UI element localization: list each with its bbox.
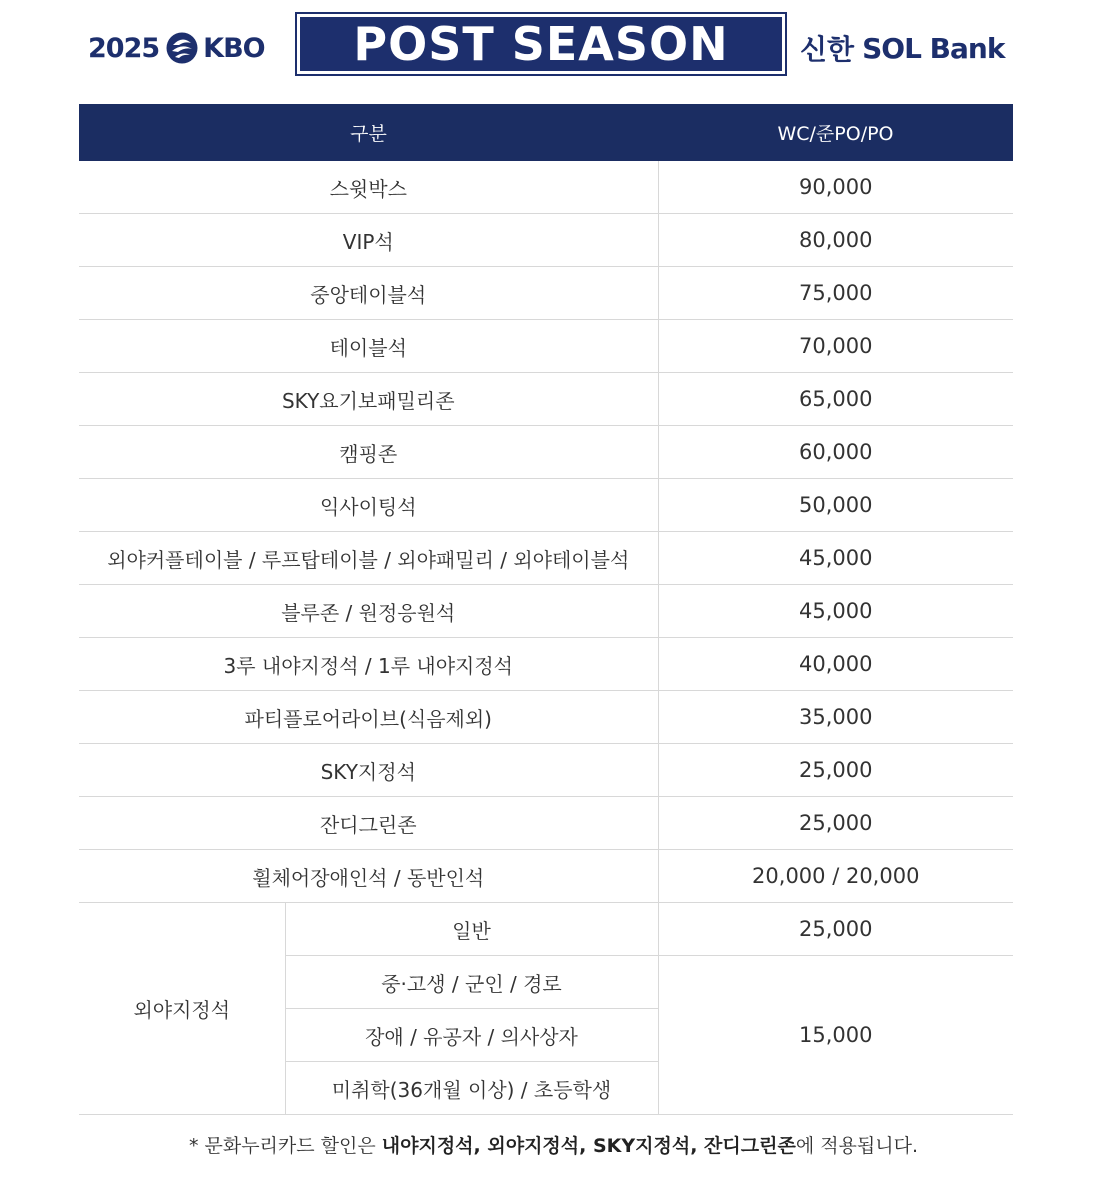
kbo-emblem-icon xyxy=(165,31,199,65)
table-row xyxy=(79,585,1013,638)
seat-price: 35,000 xyxy=(658,691,1013,744)
league-label: KBO xyxy=(203,32,265,64)
header-rounds: WC/준PO/PO xyxy=(658,104,1013,161)
outfield-general-label: 일반 xyxy=(285,903,658,956)
year-label: 2025 xyxy=(88,32,160,64)
seat-name: 외야커플테이블 / 루프탑테이블 / 외야패밀리 / 외야테이블석 xyxy=(79,532,658,585)
table-header-row xyxy=(79,104,1013,161)
seat-name: SKY요기보패밀리존 xyxy=(79,373,658,426)
seat-name: 캠핑존 xyxy=(79,426,658,479)
outfield-discount-item: 중·고생 / 군인 / 경로 xyxy=(285,956,658,1009)
seat-price: 25,000 xyxy=(658,744,1013,797)
table-row xyxy=(79,638,1013,691)
outfield-discount-price: 15,000 xyxy=(658,956,1013,1115)
footnote-seat-list: 내야지정석, 외야지정석, SKY지정석, 잔디그린존 xyxy=(381,1135,796,1157)
seat-price: 20,000 / 20,000 xyxy=(658,850,1013,903)
seat-name: 휠체어장애인석 / 동반인석 xyxy=(79,850,658,903)
seat-name: 파티플로어라이브(식음제외) xyxy=(79,691,658,744)
outfield-discount-item: 장애 / 유공자 / 의사상자 xyxy=(285,1009,658,1062)
header-category: 구분 xyxy=(79,104,658,161)
table-row xyxy=(79,850,1013,903)
seat-name: SKY지정석 xyxy=(79,744,658,797)
table-row xyxy=(79,267,1013,320)
post-season-title: POST SEASON xyxy=(297,14,785,74)
table-row xyxy=(79,373,1013,426)
seat-name: 익사이팅석 xyxy=(79,479,658,532)
seat-price: 80,000 xyxy=(658,214,1013,267)
seat-name: 잔디그린존 xyxy=(79,797,658,850)
outfield-general-price: 25,000 xyxy=(658,903,1013,956)
seat-price: 25,000 xyxy=(658,797,1013,850)
seat-price: 45,000 xyxy=(658,532,1013,585)
table-row xyxy=(79,426,1013,479)
seat-name: 스윗박스 xyxy=(79,161,658,214)
table-row xyxy=(79,903,1013,956)
seat-price: 50,000 xyxy=(658,479,1013,532)
outfield-group-label: 외야지정석 xyxy=(79,903,285,1115)
outfield-discount-item: 미취학(36개월 이상) / 초등학생 xyxy=(285,1062,658,1115)
seat-name: 블루존 / 원정응원석 xyxy=(79,585,658,638)
kbo-logo xyxy=(88,28,265,68)
table-row xyxy=(79,532,1013,585)
seat-name: 3루 내야지정석 / 1루 내야지정석 xyxy=(79,638,658,691)
table-row xyxy=(79,797,1013,850)
seat-price: 40,000 xyxy=(658,638,1013,691)
table-row xyxy=(79,744,1013,797)
seat-price: 45,000 xyxy=(658,585,1013,638)
seat-price: 90,000 xyxy=(658,161,1013,214)
footnote xyxy=(0,1131,1107,1158)
sponsor-logo xyxy=(800,28,1004,68)
footnote-prefix: * 문화누리카드 할인은 xyxy=(188,1135,382,1157)
seat-name: 테이블석 xyxy=(79,320,658,373)
sponsor-bank-name: 신한 xyxy=(800,33,855,66)
seat-price: 75,000 xyxy=(658,267,1013,320)
seat-name: 중앙테이블석 xyxy=(79,267,658,320)
seat-price: 60,000 xyxy=(658,426,1013,479)
sponsor-brand-name: SOL Bank xyxy=(862,31,1005,65)
seat-price: 70,000 xyxy=(658,320,1013,373)
ticket-price-table xyxy=(79,104,1013,1115)
table-row xyxy=(79,320,1013,373)
table-row xyxy=(79,214,1013,267)
table-row xyxy=(79,479,1013,532)
footnote-suffix: 에 적용됩니다. xyxy=(795,1135,919,1157)
seat-price: 65,000 xyxy=(658,373,1013,426)
seat-name: VIP석 xyxy=(79,214,658,267)
table-row xyxy=(79,161,1013,214)
table-row xyxy=(79,691,1013,744)
header-banner xyxy=(0,14,1107,78)
